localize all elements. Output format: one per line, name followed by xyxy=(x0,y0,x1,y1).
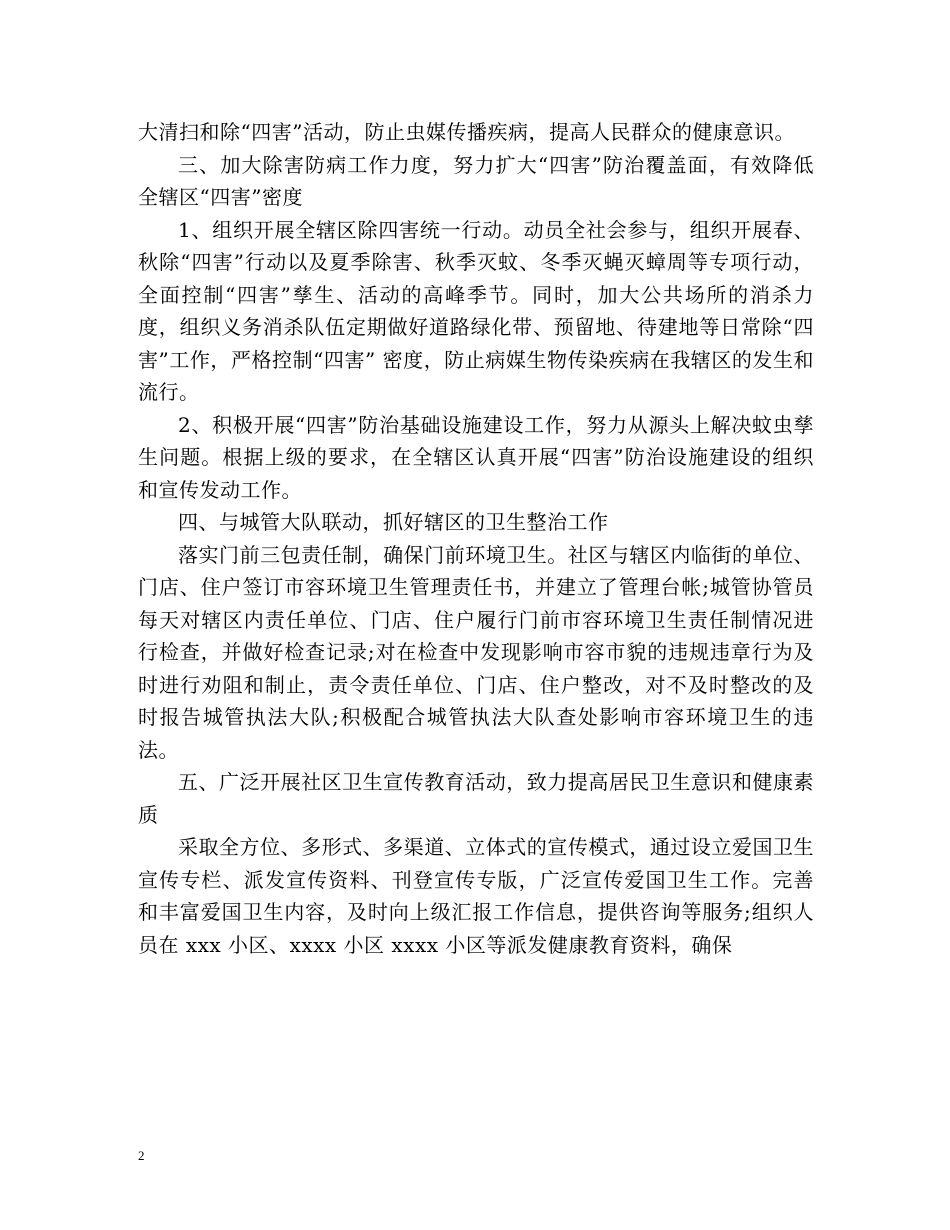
paragraph-section-5-body: 采取全方位、多形式、多渠道、立体式的宣传模式，通过设立爱国卫生宣传专栏、派发宣传资料、刊登宣传专版，广泛宣传爱国卫生工作。完善和丰富爱国卫生内容，及时向上级汇报工作信息，提供咨询等服务;组织人员在 xxx 小区、xxxx 小区 xxxx 小区等派发健康教育资料，确保 xyxy=(138,835,814,957)
paragraph-section-4-body: 落实门前三包责任制，确保门前环境卫生。社区与辖区内临街的单位、门店、住户签订市容环境卫生管理责任书，并建立了管理台帐;城管协管员每天对辖区内责任单位、门店、住户履行门前市容环境卫生责任制情况进行检查，并做好检查记录;对在检查中发现影响市容市貌的违规违章行为及时进行劝阻和制止，责令责任单位、门店、住户整改，对不及时整改的及时报告城管执法大队;积极配合城管执法大队查处影响市容环境卫生的违法。 xyxy=(138,542,814,762)
heading-section-3: 三、加大除害防病工作力度，努力扩大“四害”防治覆盖面，有效降低全辖区“四害”密度 xyxy=(138,152,814,209)
document-body xyxy=(138,116,814,961)
heading-section-4: 四、与城管大队联动，抓好辖区的卫生整治工作 xyxy=(178,510,609,534)
page-number: 2 xyxy=(138,1148,145,1163)
heading-section-5: 五、广泛开展社区卫生宣传教育活动，致力提高居民卫生意识和健康素质 xyxy=(138,770,814,827)
paragraph-item-1: 1、组织开展全辖区除四害统一行动。动员全社会参与，组织开展春、秋除“四害”行动以及夏季除害、秋季灭蚊、冬季灭蝇灭蟑周等专项行动，全面控制“四害”孳生、活动的高峰季节。同时，加大公共场所的消杀力度，组织义务消杀队伍定期做好道路绿化带、预留地、待建地等日常除“四害”工作，严格控制“四害” 密度，防止病媒生物传染疾病在我辖区的发生和流行。 xyxy=(138,217,814,404)
paragraph-1: 大清扫和除“四害”活动，防止虫媒传播疾病，提高人民群众的健康意识。 xyxy=(138,120,795,144)
paragraph-item-2: 2、积极开展“四害”防治基础设施建设工作，努力从源头上解决蚊虫孳生问题。根据上级的要求，在全辖区认真开展“四害”防治设施建设的组织和宣传发动工作。 xyxy=(138,412,814,502)
